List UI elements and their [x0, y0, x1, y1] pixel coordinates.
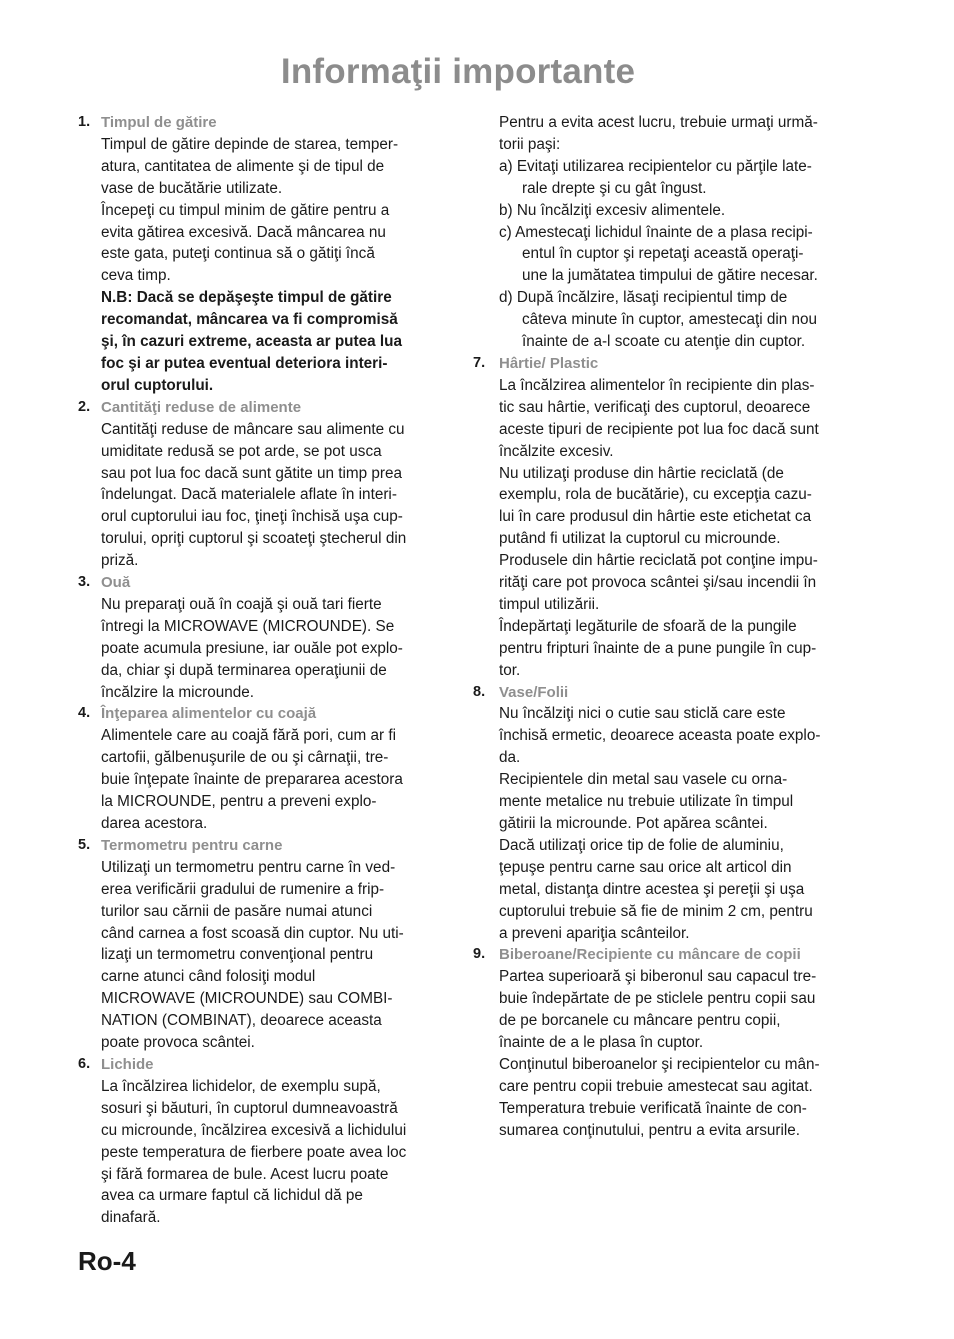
- section-heading: Termometru pentru carne: [101, 836, 283, 854]
- text-line: Conţinutul biberoanelor şi recipientelor cu mân-: [499, 1055, 820, 1073]
- section-number: 4.: [78, 705, 91, 722]
- step-item: [499, 156, 849, 200]
- text-line: sumarea conţinutului, pentru a evita arsurile.: [499, 1121, 801, 1139]
- text-line: cartofii, gălbenuşurile de ou şi cârnaţii, tre-: [101, 749, 389, 767]
- text-line: Alimentele care au coajă fără pori, cum ar fi: [101, 727, 397, 745]
- text-line: dinafară.: [101, 1209, 161, 1227]
- text-line: vase de bucătărie utilizate.: [101, 179, 283, 197]
- step-first-line: d) După încălzire, lăsaţi recipientul timp de: [499, 289, 788, 307]
- text-line: poate acumula presiune, iar ouăle pot explo-: [101, 639, 403, 657]
- text-line: Îndepărtaţi legăturile de sfoară de la pungile: [499, 617, 797, 635]
- section-item: [78, 835, 456, 1054]
- text-line: erea verificării gradului de rumenire a frip-: [101, 880, 385, 898]
- text-line: mente metalice nu trebuie utilizate în timpul: [499, 793, 794, 811]
- steps-list: [473, 156, 849, 353]
- text-line: încălzire la microunde.: [101, 683, 255, 701]
- text-line: Timpul de gătire depinde de starea, temper-: [101, 135, 399, 153]
- left-column: [78, 112, 456, 1229]
- step-continuation: câteva minute în cuptor, amestecaţi din nou: [522, 311, 818, 329]
- text-line: Temperatura trebuie verificată înainte de con-: [499, 1099, 807, 1117]
- section-heading: Lichide: [101, 1055, 154, 1073]
- text-line: lui în care produsul din hârtie este etichetat ca: [499, 508, 812, 526]
- step-item: [499, 222, 849, 288]
- section-heading: Vase/Folii: [499, 683, 569, 701]
- section-heading: Cantităţi reduse de alimente: [101, 398, 302, 416]
- text-line: înainte de a le plasa în cuptor.: [499, 1034, 704, 1052]
- text-line: ceva timp.: [101, 267, 171, 285]
- step-continuation: entul în cuptor şi repetaţi această operaţi-: [522, 245, 804, 263]
- text-line: Recipientele din metal sau vasele cu orna-: [499, 771, 788, 789]
- text-line: şi fără formarea de bule. Acest lucru poate: [101, 1165, 389, 1183]
- text-line: priză.: [101, 552, 139, 570]
- section-heading: Timpul de gătire: [101, 114, 217, 131]
- section-number: 5.: [78, 836, 91, 853]
- text-line: tor.: [499, 661, 521, 679]
- text-line: Partea superioară şi biberonul sau capacul tre-: [499, 968, 817, 986]
- text-line: MICROWAVE (MICROUNDE) sau COMBI-: [101, 990, 393, 1008]
- section-item: [473, 353, 849, 682]
- section-item: [78, 397, 456, 572]
- text-line: cuptorului trebuie să fie de minim 2 cm, pentru: [499, 902, 813, 920]
- step-first-line: c) Amestecaţi lichidul înainte de a plasa recipi-: [499, 223, 813, 241]
- section-item: [473, 682, 849, 945]
- text-line: Cantităţi reduse de mâncare sau alimente cu: [101, 420, 405, 438]
- text-line: torului, opriţi cuptorul şi scoateţi ştecherul din: [101, 530, 407, 548]
- text-line: tic sau hârtie, verificaţi des cuptorul, deoarece: [499, 398, 811, 416]
- warning-line: şi, în cazuri extreme, aceasta ar putea lua: [101, 333, 402, 351]
- text-line: încălzite excesiv.: [499, 442, 614, 460]
- text-line: da, chiar şi după terminarea operaţiunii de: [101, 661, 387, 679]
- intro-paragraph: [473, 112, 849, 156]
- text-line: Începeţi cu timpul minim de gătire pentru a: [101, 201, 390, 219]
- section-number: 3.: [78, 574, 91, 591]
- warning-line: N.B: Dacă se depăşeşte timpul de gătire: [101, 289, 392, 307]
- text-line: La încălzirea lichidelor, de exemplu supă,: [101, 1077, 381, 1095]
- text-line: gătirii la microunde. Pot apărea scântei.: [499, 815, 768, 832]
- text-line: Nu preparaţi ouă în coajă şi ouă tari fierte: [101, 595, 382, 613]
- step-item: [499, 200, 849, 222]
- text-line: timpul utilizării.: [499, 595, 600, 613]
- text-line: Nu încălziţi nici o cutie sau sticlă care este: [499, 705, 786, 723]
- text-line: a preveni apariţia scânteilor.: [499, 924, 690, 942]
- text-line: la MICROUNDE, pentru a preveni explo-: [101, 793, 377, 811]
- warning-line: orul cuptorului.: [101, 376, 214, 394]
- step-item: [499, 287, 849, 353]
- section-heading: Hârtie/ Plastic: [499, 354, 599, 372]
- text-line: aceste tipuri de recipiente pot lua foc dacă sunt: [499, 420, 819, 438]
- text-line: orul cuptorului iau foc, ţineţi închisă uşa cup-: [101, 508, 403, 526]
- right-column: [473, 112, 849, 1142]
- text-line: avea ca urmare faptul că lichidul dă pe: [101, 1187, 363, 1205]
- text-line: Dacă utilizaţi orice tip de folie de aluminiu,: [499, 836, 784, 854]
- text-line: lizaţi un termometru convenţional pentru: [101, 946, 374, 964]
- text-line: sau pot lua foc dacă sunt gătite un timp prea: [101, 464, 403, 482]
- section-number: 8.: [473, 683, 486, 700]
- warning-line: recomandat, mâncarea va fi compromisă: [101, 311, 398, 329]
- text-line: este gata, puteţi continua să o gătiţi încă: [101, 245, 375, 263]
- text-line: exemplu, rola de bucătărie), cu excepţia cazu-: [499, 486, 812, 504]
- text-line: rităţi care pot provoca scântei şi/sau incendii în: [499, 574, 817, 592]
- text-line: da.: [499, 749, 521, 767]
- section-item: [78, 572, 456, 703]
- text-line: Produsele din hârtie reciclată pot conţine impu-: [499, 552, 818, 570]
- section-heading: Înţeparea alimentelor cu coajă: [101, 705, 317, 723]
- section-number: 2.: [78, 398, 91, 415]
- text-line: sosuri şi băuturi, în cuptorul dumneavoastră: [101, 1099, 398, 1117]
- text-line: putând fi utilizat la cuptorul cu microunde.: [499, 530, 781, 548]
- section-item: [78, 1054, 456, 1229]
- text-line: carne atunci când folosiţi modul: [101, 968, 316, 986]
- section-number: 7.: [473, 354, 486, 371]
- text-line: atura, cantitatea de alimente şi de tipul de: [101, 157, 385, 175]
- section-number: 9.: [473, 946, 486, 963]
- text-line: peste temperatura de fierbere poate avea loc: [101, 1143, 407, 1161]
- text-line: La încălzirea alimentelor în recipiente din plas-: [499, 376, 815, 394]
- text-line: metal, distanţa dintre acestea şi pereţii şi uşa: [499, 880, 805, 898]
- section-number: 1.: [78, 114, 91, 130]
- step-continuation: une la jumătatea timpului de gătire necesar.: [522, 267, 818, 285]
- text-line: umiditate redusă se pot arde, se pot usca: [101, 442, 382, 460]
- step-continuation: rale drepte şi cu gât îngust.: [522, 179, 707, 197]
- text-line: ţepuşe pentru carne sau orice alt articol din: [499, 858, 792, 876]
- text-line: turilor sau cărnii de pasăre numai atunci: [101, 902, 373, 920]
- text-line: poate provoca scântei.: [101, 1034, 255, 1052]
- text-line: de pe borcanele cu mâncare pentru copii,: [499, 1012, 781, 1030]
- text-line: întregi la MICROWAVE (MICROUNDE). Se: [101, 617, 395, 635]
- step-continuation: înainte de a-l scoate cu atenţie din cuptor.: [522, 333, 806, 351]
- section-item: [473, 944, 849, 1141]
- text-line: închisă ermetic, deoarece aceasta poate explo-: [499, 727, 821, 745]
- intro-line: torii paşi:: [499, 135, 561, 153]
- step-first-line: b) Nu încălziţi excesiv alimentele.: [499, 201, 726, 219]
- text-line: evita gătirea excesivă. Dacă mâncarea nu: [101, 223, 386, 241]
- page-number: Ro-4: [78, 1246, 136, 1276]
- section-heading: Ouă: [101, 574, 131, 592]
- text-line: care pentru copii trebuie amestecat sau agitat.: [499, 1077, 813, 1095]
- page-title: Informaţii importante: [280, 52, 636, 91]
- text-line: cu microunde, încălzirea excesivă a lichidului: [101, 1121, 407, 1139]
- intro-line: Pentru a evita acest lucru, trebuie urmaţi urmă-: [499, 114, 818, 131]
- text-line: îndelungat. Dacă materialele aflate în interi-: [101, 486, 397, 504]
- text-line: NATION (COMBINAT), deoarece aceasta: [101, 1012, 382, 1030]
- text-line: pentru fripturi înainte de a pune pungile în cup-: [499, 639, 817, 657]
- warning-line: foc şi ar putea eventual deteriora interi-: [101, 354, 388, 372]
- text-line: când carnea a fost scoasă din cuptor. Nu uti-: [101, 924, 404, 942]
- section-item: [78, 703, 456, 834]
- step-first-line: a) Evitaţi utilizarea recipientelor cu părţile late-: [499, 157, 812, 175]
- section-number: 6.: [78, 1055, 91, 1072]
- section-item: [78, 112, 456, 397]
- text-line: darea acestora.: [101, 815, 208, 832]
- section-heading: Biberoane/Recipiente cu mâncare de copii: [499, 946, 801, 964]
- text-line: buie înţepate înainte de prepararea acestora: [101, 771, 403, 789]
- text-line: Utilizaţi un termometru pentru carne în ved-: [101, 858, 396, 876]
- text-line: buie îndepărtate de pe sticlele pentru copii sau: [499, 990, 816, 1008]
- text-line: Nu utilizaţi produse din hârtie reciclată (de: [499, 464, 784, 482]
